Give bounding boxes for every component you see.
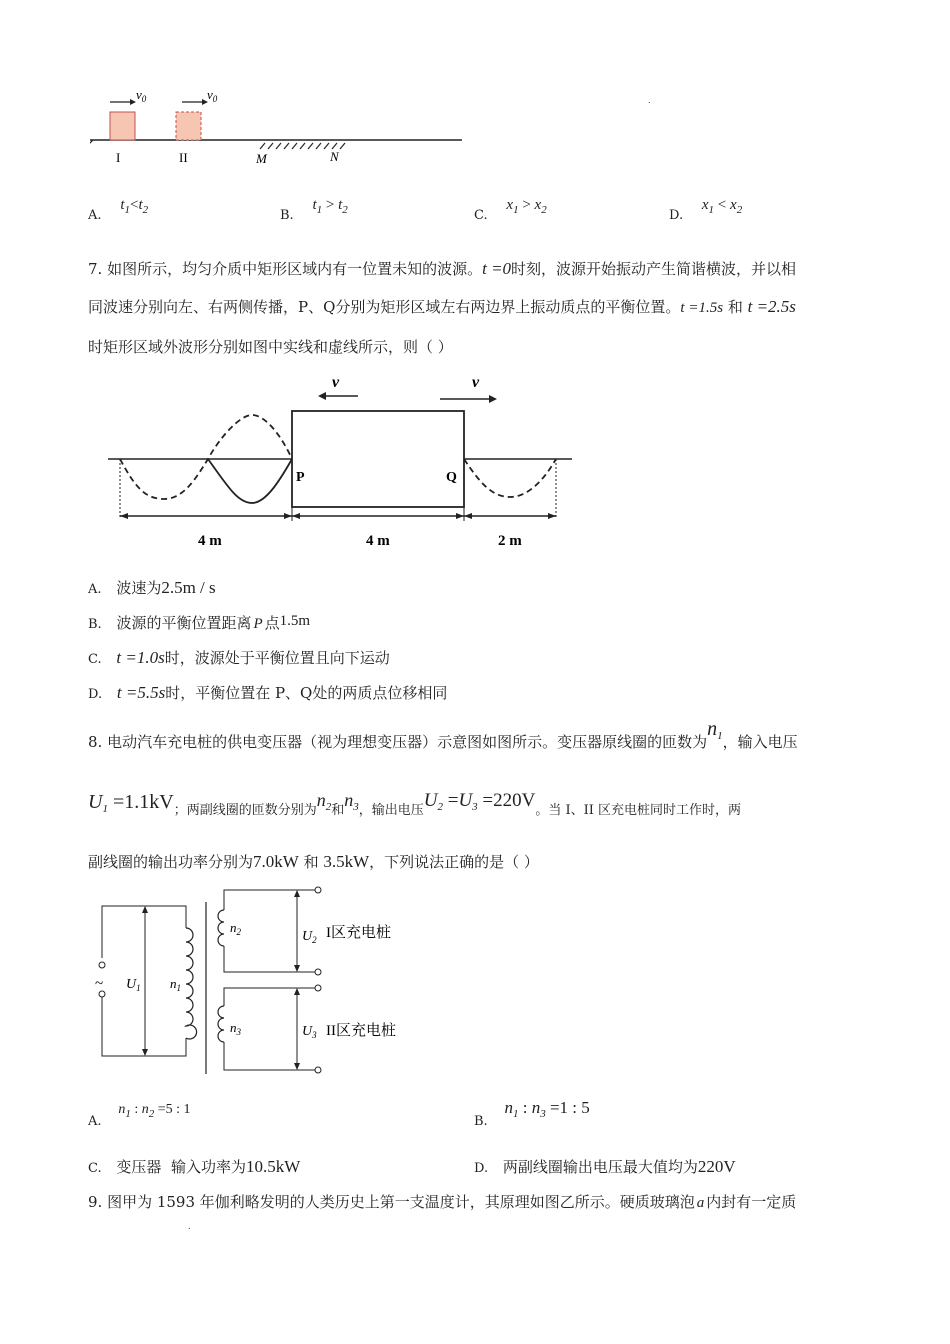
svg-text:I区充电桩: I区充电桩 bbox=[326, 925, 391, 941]
svg-text:v0: $v_0$ bbox=[207, 87, 218, 104]
q8-stem-line1: 8. 电动汽车充电桩的供电变压器（视为理想变压器）示意图如图所示。变压器原线圈的匝数为$n_1$，输入电压 bbox=[88, 718, 798, 751]
secondary-coil-2 bbox=[218, 1006, 224, 1042]
q8-stem-line3: 副线圈的输出功率分别为7.0kW 和 3.5kW，下列说法正确的是（ ） bbox=[88, 852, 539, 871]
svg-text:v: v bbox=[332, 374, 340, 391]
q8-option-a[interactable]: A. $n_1$ : $n_2 =5$ : 1 bbox=[88, 1102, 191, 1129]
svg-text:U1: $U_1$ bbox=[126, 977, 141, 993]
svg-text:M: M bbox=[256, 151, 267, 166]
primary-coil bbox=[186, 928, 197, 1039]
solid-wave-left bbox=[208, 459, 292, 503]
dashed-wave-left bbox=[120, 415, 292, 499]
q7-stem-line3: 时矩形区域外波形分别如图中实线和虚线所示，则（ ） bbox=[88, 338, 453, 356]
q6-option-d[interactable]: D. $x_1 < x_2$ bbox=[669, 197, 743, 223]
q8-option-b[interactable]: B. $n_1$ : $n_3 =1$ : 5 bbox=[474, 1098, 590, 1129]
q7-option-b[interactable]: B. 波源的平衡位置距离 P 点1.5m bbox=[88, 613, 311, 632]
dashed-wave-right bbox=[464, 459, 556, 497]
svg-text:~: ~ bbox=[95, 976, 104, 992]
svg-text:U3: $U_3$ bbox=[302, 1024, 317, 1040]
svg-text:n2: $n_2$ bbox=[230, 920, 241, 937]
svg-text:4 m: 4 m bbox=[366, 533, 390, 549]
q7-option-a[interactable]: A. 波速为2.5m / s bbox=[88, 578, 216, 597]
q9-stem-line1: 9. 图甲为 1593 年伽利略发明的人类历史上第一支温度计，其原理如图乙所示。硬质玻璃泡 a 内封有一定质 bbox=[88, 1193, 797, 1211]
svg-text:U2: $U_2$ bbox=[302, 929, 317, 945]
svg-text:v0: $v_0$ bbox=[136, 87, 147, 104]
svg-text:N: N bbox=[330, 149, 339, 164]
svg-text:Q: Q bbox=[446, 470, 457, 485]
svg-text:II区充电桩: II区充电桩 bbox=[326, 1023, 396, 1039]
q7-stem-line2: 同波速分别向左、右两侧传播，P、Q分别为矩形区域左右两边界上振动质点的平衡位置。t =1.5s 和 t =2.5s bbox=[88, 297, 796, 316]
q6-option-c[interactable]: C. $x_1 > x_2$ bbox=[474, 197, 547, 223]
figure-q7-wave bbox=[100, 365, 580, 555]
svg-text:n3: $n_3$ bbox=[230, 1020, 241, 1037]
source-region bbox=[292, 411, 464, 507]
q6-option-b[interactable]: B. $t_1 > t_2$ bbox=[280, 197, 348, 223]
q7-stem-line1: 7. 如图所示，均匀介质中矩形区域内有一位置未知的波源。t =0时刻，波源开始振动产生简谐横波，并以相 bbox=[88, 259, 797, 278]
svg-text:II: II bbox=[179, 150, 188, 165]
q8-stem-line2: $U_1 =1.1kV$；两副线圈的匝数分别为$n_2$和$n_3$，输出电压$U_2 =U_3 =220V$。当 I、II 区充电桩同时工作时，两 bbox=[88, 790, 742, 818]
svg-text:I: I bbox=[116, 150, 121, 165]
svg-text:2 m: 2 m bbox=[498, 533, 522, 549]
q8-option-d[interactable]: D. 两副线圈输出电压最大值均为220V bbox=[474, 1157, 736, 1176]
block-II bbox=[176, 112, 201, 140]
q7-option-c[interactable]: C. t =1.0s时，波源处于平衡位置且向下运动 bbox=[88, 648, 390, 667]
block-I bbox=[110, 112, 135, 140]
svg-text:4 m: 4 m bbox=[198, 533, 222, 549]
figure-q8-transformer bbox=[90, 882, 430, 1082]
svg-text:v: v bbox=[472, 374, 480, 391]
q6-option-a[interactable]: A. $t_1<t_2$ bbox=[88, 197, 149, 223]
stray-dot: . bbox=[648, 96, 651, 105]
q7-option-d[interactable]: D. t =5.5s时，平衡位置在 P、Q处的两质点位移相同 bbox=[88, 683, 448, 702]
figure-q6-blocks bbox=[90, 85, 470, 170]
svg-text:P: P bbox=[296, 470, 305, 485]
q8-option-c[interactable]: C. 变压器 输入功率为10.5kW bbox=[88, 1157, 301, 1176]
stray-dot-bottom: . bbox=[188, 1222, 191, 1231]
svg-text:n1: $n_1$ bbox=[170, 976, 181, 993]
secondary-coil-1 bbox=[218, 910, 224, 946]
